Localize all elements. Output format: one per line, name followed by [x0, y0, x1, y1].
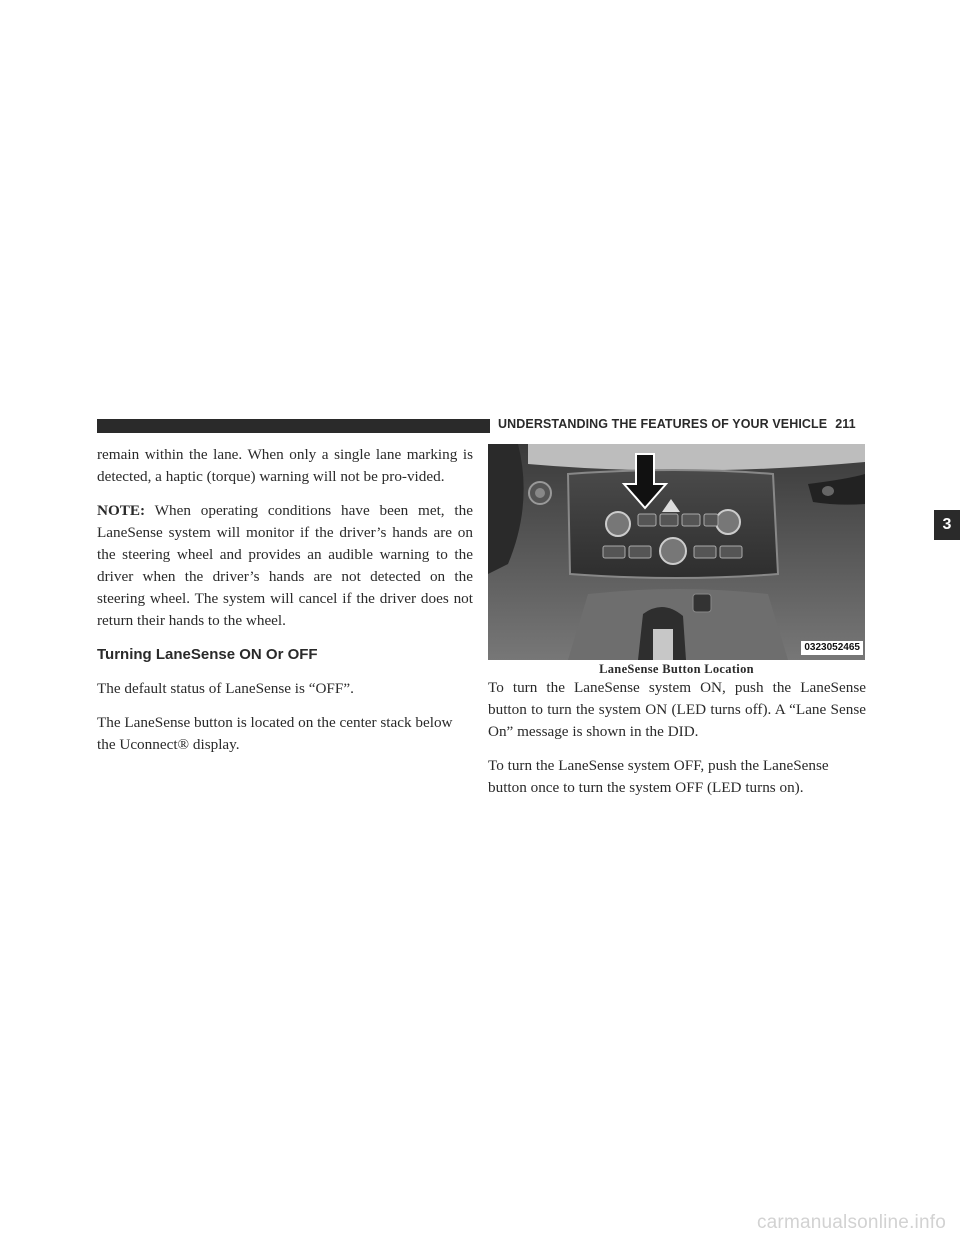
paragraph: The LaneSense button is located on the center stack below the Uconnect® display. [97, 714, 453, 753]
header-rule [97, 419, 490, 433]
right-column [488, 677, 866, 811]
section-title: UNDERSTANDING THE FEATURES OF YOUR VEHICLE [498, 417, 828, 431]
paragraph: remain within the lane. When only a single lane marking is detected, a haptic (torque) warning will not be pro-vided. [97, 446, 473, 485]
chapter-tab: 3 [934, 510, 960, 540]
note-label: NOTE: [97, 502, 146, 519]
image-code: 0323052465 [801, 641, 863, 655]
left-column [97, 444, 473, 768]
paragraph: To turn the LaneSense system ON, push the LaneSense button to turn the system ON (LED turns off). A “Lane Sense On” message is shown in the DID. [488, 679, 866, 740]
lanesense-button-photo [488, 444, 865, 660]
section-heading: Turning LaneSense ON Or OFF [97, 646, 318, 663]
center-stack-illustration [488, 444, 865, 660]
running-header [498, 417, 856, 431]
note-text: When operating conditions have been met, the LaneSense system will monitor if the driver’s hands are on the steering wheel and provides an audible warning to the driver when the driver’s hands are not detected on the steering wheel. The system will cancel if the driver does not return their hands to the wheel. [97, 502, 473, 629]
paragraph: The default status of LaneSense is “OFF”. [97, 680, 354, 697]
note-paragraph [97, 500, 473, 632]
page-number: 211 [835, 417, 856, 431]
paragraph: To turn the LaneSense system OFF, push the LaneSense button once to turn the system OFF (LED turns on). [488, 757, 829, 796]
figure-caption: LaneSense Button Location [599, 662, 754, 676]
watermark: carmanualsonline.info [756, 1212, 946, 1233]
